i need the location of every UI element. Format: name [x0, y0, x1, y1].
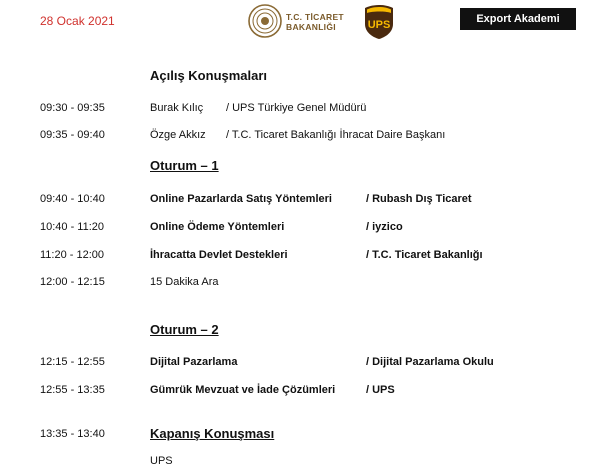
row-title: Online Ödeme Yöntemleri — [150, 221, 285, 233]
ministry-logo — [248, 4, 352, 40]
export-akademi-button[interactable]: Export Akademi — [460, 8, 576, 30]
row-title: Online Pazarlarda Satış Yöntemleri — [150, 193, 332, 205]
row-title: İhracatta Devlet Destekleri — [150, 249, 288, 261]
row-time: 12:55 - 13:35 — [40, 384, 105, 396]
row-organization: / UPS Türkiye Genel Müdürü — [226, 102, 367, 114]
ministry-logo-text: T.C. TİCARET BAKANLIĞI — [286, 12, 344, 32]
closing-speaker: UPS — [150, 455, 173, 467]
row-organization: / Rubash Dış Ticaret — [366, 193, 472, 205]
row-time: 10:40 - 11:20 — [40, 221, 105, 233]
row-organization: / UPS — [366, 384, 395, 396]
section-opening-speeches: Açılış Konuşmaları — [150, 68, 268, 83]
section-closing-speech: Kapanış Konuşması — [150, 426, 275, 441]
row-time: 11:20 - 12:00 — [40, 249, 105, 261]
row-organization: / T.C. Ticaret Bakanlığı — [366, 249, 483, 261]
row-time: 13:35 - 13:40 — [40, 428, 105, 440]
row-time: 09:40 - 10:40 — [40, 193, 105, 205]
row-title: Özge Akkız — [150, 129, 206, 141]
section-session-1: Oturum – 1 — [150, 158, 219, 173]
row-title: Burak Kılıç — [150, 102, 204, 114]
ups-logo — [364, 4, 394, 40]
section-session-2: Oturum – 2 — [150, 322, 219, 337]
row-title: Dijital Pazarlama — [150, 356, 238, 368]
row-title: 15 Dakika Ara — [150, 276, 219, 288]
row-organization: / iyzico — [366, 221, 403, 233]
ups-logo-text: UPS — [367, 19, 391, 31]
row-time: 12:00 - 12:15 — [40, 276, 105, 288]
row-time: 12:15 - 12:55 — [40, 356, 105, 368]
row-organization: / T.C. Ticaret Bakanlığı İhracat Daire Başkanı — [226, 129, 446, 141]
ministry-seal-icon — [248, 4, 282, 38]
row-title: Gümrük Mevzuat ve İade Çözümleri — [150, 384, 336, 396]
row-organization: / Dijital Pazarlama Okulu — [366, 356, 494, 368]
row-time: 09:35 - 09:40 — [40, 129, 105, 141]
event-date: 28 Ocak 2021 — [40, 14, 115, 28]
row-time: 09:30 - 09:35 — [40, 102, 105, 114]
